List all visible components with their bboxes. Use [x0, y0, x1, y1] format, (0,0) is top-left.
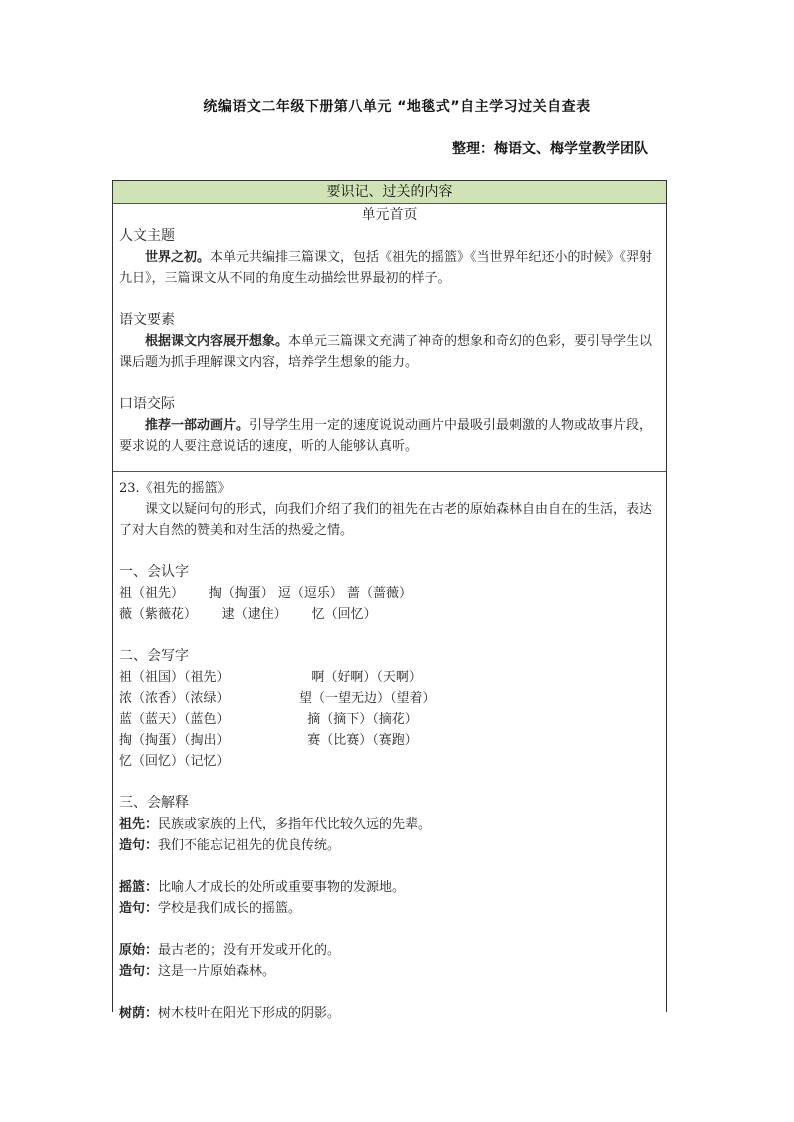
unit-page-title: 单元首页: [361, 207, 418, 223]
recognize-line: 祖（祖先） 掏（掏蛋） 逗（逗乐） 蔷（蔷薇）: [119, 586, 413, 601]
section-body-oral: 推荐一部动画片。引导学生用一定的速度说说动画片中最吸引最刺激的人物或故事片段，要求说的人要注意说话的速度，听的人能够认真听。: [119, 418, 653, 454]
write-left: 浓（浓香）（浓绿）: [119, 691, 230, 706]
checklist-table: [112, 180, 667, 1021]
section-heading-oral: 口语交际: [119, 396, 175, 412]
explain-example-line: 造句：这是一片原始森林。: [119, 964, 276, 979]
lesson-cell: [113, 472, 666, 1024]
section-body-theme: 世界之初。本单元共编排三篇课文，包括《祖先的摇篮》《当世界年纪还小的时候》《羿射九日》，三篇课文从不同的角度生动描绘世界最初的样子。: [119, 250, 653, 286]
explain-word-line: 原始：最古老的；没有开发或开化的。: [119, 943, 341, 958]
write-grid: [119, 667, 660, 772]
write-right: 啊（好啊）（天啊）: [299, 670, 422, 685]
table-header: 要识记、过关的内容: [113, 181, 666, 204]
write-left: 掏（掏蛋）（掏出）: [119, 733, 230, 748]
explain-word-line: 树荫：树木枝叶在阳光下形成的阴影。: [119, 1006, 341, 1021]
recognize-line: 薇（紫薇花） 逮（逮住） 忆（回忆）: [119, 607, 377, 622]
recognize-heading: 一、会认字: [119, 564, 189, 580]
author-line: 整理：梅语文、梅学堂教学团队: [452, 141, 648, 157]
lesson-title: 23.《祖先的摇篮》: [119, 481, 231, 496]
explain-example-line: 造句：我们不能忘记祖先的优良传统。: [119, 838, 341, 853]
section-heading-theme: 人文主题: [119, 228, 175, 244]
explain-word-line: 祖先：民族或家族的上代，多指年代比较久远的先辈。: [119, 817, 432, 832]
explain-word-line: 摇篮：比喻人才成长的处所或重要事物的发源地。: [119, 880, 406, 895]
write-left: 祖（祖国）（祖先）: [119, 670, 230, 685]
section-heading-elements: 语文要素: [119, 312, 175, 328]
explain-heading: 三、会解释: [119, 795, 189, 811]
section-body-elements: 根据课文内容展开想象。本单元三篇课文充满了神奇的想象和奇幻的色彩，要引导学生以课后题为抓手理解课文内容，培养学生想象的能力。: [119, 334, 653, 370]
write-left: 忆（回忆）（记忆）: [119, 754, 230, 769]
explain-example-line: 造句：学校是我们成长的摇篮。: [119, 901, 302, 916]
write-right: 望（一望无边）（望着）: [299, 691, 436, 706]
write-right: 摘（摘下）（摘花）: [299, 712, 418, 727]
write-right: [299, 751, 660, 772]
write-heading: 二、会写字: [119, 648, 189, 664]
write-right: 赛（比赛）（赛跑）: [299, 733, 418, 748]
unit-page-cell: [113, 204, 666, 472]
page-title: 统编语文二年级下册第八单元 “地毯式”自主学习过关自查表: [203, 99, 591, 115]
lesson-intro: 课文以疑问句的形式，向我们介绍了我们的祖先在古老的原始森林自由自在的生活，表达了对大自然的赞美和对生活的热爱之情。: [119, 502, 653, 538]
write-left: 蓝（蓝天）（蓝色）: [119, 712, 230, 727]
